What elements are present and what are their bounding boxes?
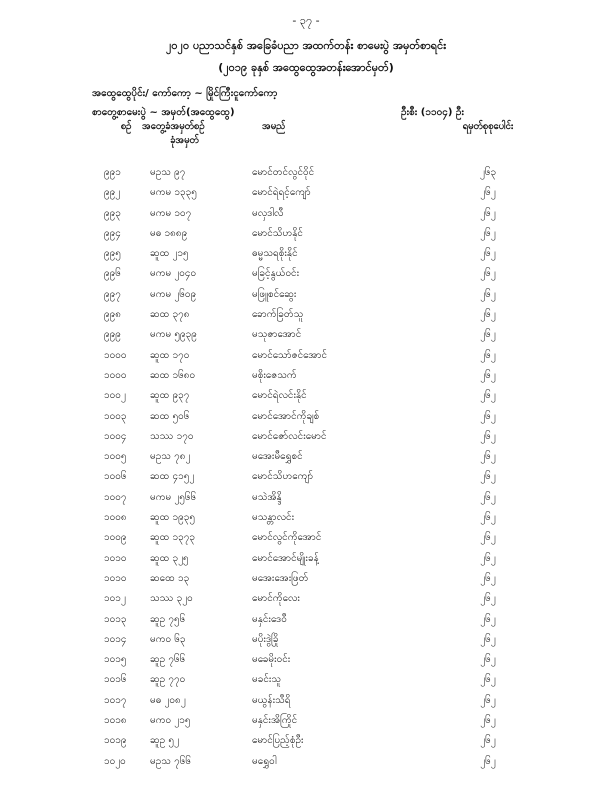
score-value: ၂၆၂ [480, 552, 496, 564]
table-row [0, 345, 612, 365]
row-number: ၁၀၀၀ [104, 349, 127, 361]
student-name: မသန္တာလင်း [252, 512, 295, 524]
row-number: ၉၉၈ [104, 309, 121, 321]
score-value: ၂၆၂ [480, 430, 496, 442]
table-row [0, 568, 612, 588]
roll-number: ဆူဥ ၇၅၆ [150, 613, 186, 625]
student-name: မောင်လွင်ကိုအောင် [252, 532, 322, 544]
table-row [0, 751, 612, 771]
student-name: မခြင့်နွယ်ဝင်း [252, 268, 300, 280]
score-value: ၂၆၂ [480, 674, 496, 686]
score-value: ၂၆၂ [480, 633, 496, 645]
row-number: ၁၀၁၀ [104, 572, 127, 584]
roll-number: ဆထ ၁၆၈၀ [150, 369, 196, 381]
table-row [0, 690, 612, 710]
results-table [0, 162, 612, 771]
roll-number: မကဝ ၂၁၅ [150, 715, 191, 727]
row-number: ၉၉၇ [104, 288, 121, 300]
row-number: ၉၉၂ [104, 187, 121, 199]
table-row [0, 304, 612, 324]
row-number: ၁၀၀၂ [104, 390, 126, 402]
student-name: မသုဇာအောင် [252, 329, 302, 341]
roll-number: မကမ ၂၅၆၆ [150, 491, 197, 503]
score-value: ၂၆၃ [479, 167, 497, 178]
roll-number: မကမ ၅၉၃၉ [150, 329, 197, 341]
table-row [0, 385, 612, 405]
student-name: မောင်ရဲလင်းနိုင် [252, 390, 307, 402]
score-value: ၂၆၂ [480, 593, 496, 605]
student-name: မောင်ကိုလေး [252, 593, 300, 605]
score-value: ၂၆၂ [480, 755, 496, 767]
student-name: မောင်သိဟကျော် [252, 471, 314, 483]
score-value: ၂၆၂ [480, 735, 496, 747]
roll-number: မဓ ၁၈၈၉ [150, 227, 188, 239]
roll-number: ဆထေ ၁၃ [150, 572, 190, 584]
score-value: ၂၆၂ [480, 613, 496, 625]
row-number: ၉၉၁ [104, 167, 121, 178]
candidate-count: ဦးစီး (၁၁၀၄) ဦး [401, 107, 464, 118]
roll-number: ဆူထ ၃၂၅ [150, 552, 189, 564]
score-value: ၂၆၂ [480, 715, 496, 727]
score-value: ၂၆၂ [480, 390, 496, 402]
page-number: - ၃၇ - [292, 14, 320, 27]
score-value: ၂၆၂ [480, 532, 496, 544]
student-name: ခောက်ခြတ်သူ [252, 309, 304, 321]
score-value: ၂၆၂ [480, 187, 496, 199]
row-number: ၉၉၉ [104, 329, 121, 341]
student-name: မသဲအိန္ဒိ [252, 491, 282, 503]
table-row [0, 243, 612, 263]
student-name: မောင်အောင်ကိုချစ် [252, 410, 320, 422]
table-row [0, 507, 612, 527]
header-name: အမည် [262, 121, 286, 132]
roll-number: ဆူထ ၁၃၇၃ [150, 532, 196, 544]
roll-number: ဆူဥ ၇၆၆ [150, 654, 186, 666]
table-row [0, 406, 612, 426]
table-row [0, 527, 612, 547]
score-value: ၂၆၂ [480, 207, 496, 219]
header-roll: အတွေ့ခံအမှတ်စဉ် [142, 121, 205, 132]
table-row [0, 710, 612, 730]
row-number: ၁၀၁၈ [104, 715, 127, 727]
table-row [0, 182, 612, 202]
student-name: မောင်သိဟနိုင် [252, 227, 303, 239]
row-number: ၁၀၀၃ [104, 410, 127, 422]
table-row [0, 446, 612, 466]
row-number: ၁၀၁၄ [104, 633, 127, 645]
table-row [0, 223, 612, 243]
student-name: မခင်းသူ [252, 674, 282, 686]
roll-number: မကမ ၁၃၃၅ [150, 187, 197, 199]
header-score: ရမှတ်စုစုပေါင်း [462, 121, 514, 132]
table-row [0, 263, 612, 283]
row-number: ၁၀၁၅ [104, 654, 127, 666]
student-name: ဓမ္မသရစိုးနိုင် [252, 248, 298, 260]
document-title: ၂၀၂၀ ပညာသင်နှစ် အခြေခံပညာ အထက်တန်း စာမေးပွဲ အမှတ်စာရင်း [165, 39, 447, 52]
row-number: ၉၉၆ [104, 268, 121, 280]
row-number: ၉၉၄ [104, 227, 121, 239]
student-name: မအေးမီရွှေစင် [252, 451, 303, 463]
score-value: ၂၆၂ [480, 349, 496, 361]
table-row [0, 426, 612, 446]
row-number: ၁၀၀၅ [104, 451, 127, 463]
student-name: မခေမိုးဝင်း [252, 654, 291, 666]
student-name: မအေးအေးဖြတ် [252, 572, 309, 584]
table-row [0, 588, 612, 608]
unit-line: စာတွေ့စာမေးပွဲ ~ အမှတ်(အထွေထွေ) [92, 107, 235, 118]
table-row [0, 162, 612, 182]
student-name: မရွှေဝါ [252, 755, 277, 767]
table-row [0, 548, 612, 568]
row-number: ၁၀၁၃ [104, 613, 127, 625]
roll-number: ဆထ ၄၁၅၂ [150, 471, 195, 483]
document-subtitle: (၂၀၁၉ ခုနှစ် အထွေထွေအတန်းအောင်မှတ်) [218, 61, 394, 74]
roll-number: ဆူဥ ၇၇၀ [150, 674, 186, 686]
table-row [0, 629, 612, 649]
row-number: ၁၀၀၆ [104, 471, 127, 483]
score-value: ၂၆၂ [480, 227, 496, 239]
row-number: ၁၀၁၀ [104, 552, 127, 564]
score-value: ၂၆၂ [480, 309, 496, 321]
student-name: မဖြူစင်ဆွေး [252, 288, 297, 300]
table-row [0, 365, 612, 385]
student-name: မောင်ပြည့်စုံဦး [252, 735, 304, 747]
roll-number: ဆူထ ၂၁၅ [150, 248, 189, 260]
roll-number: သဿ ၃၂၀ [150, 593, 193, 605]
header-no: စဉ် [120, 121, 132, 132]
roll-number: ဆူထ ၁၉၃၅ [150, 512, 196, 524]
student-name: မောင်တင်လွင်ဝိုင် [252, 167, 315, 178]
student-name: မလှဒါလီ [252, 207, 284, 219]
row-number: ၁၀၁၉ [104, 735, 127, 747]
student-name: မောင်အောင်မျိုးခန့် [252, 552, 319, 564]
roll-number: မဥသ ၇၈၂ [150, 451, 191, 463]
row-number: ၁၀၁၇ [104, 694, 127, 706]
row-number: ၁၀၀၈ [104, 512, 127, 524]
student-name: မယွန်းသီရိ [252, 694, 291, 706]
student-name: မနှင်းအိကြိုင် [252, 715, 298, 727]
row-number: ၁၀၀၉ [104, 532, 127, 544]
roll-number: သဿ ၁၇၀ [150, 430, 194, 442]
student-name: မစိုးဇေသက် [252, 369, 297, 381]
row-number: ၁၀၀၄ [104, 430, 127, 442]
score-value: ၂၆၂ [480, 248, 496, 260]
roll-number: မဥသ ၉၇ [150, 167, 186, 178]
row-number: ၁၀၁၆ [104, 674, 127, 686]
table-row [0, 487, 612, 507]
row-number: ၁၀၀၀ [104, 369, 127, 381]
roll-number: မဓ ၂၀၈၂ [150, 694, 186, 706]
roll-number: ဆထ ၃၇၈ [150, 309, 190, 321]
table-row [0, 669, 612, 689]
student-name: မပိုးဒွဲခြို [252, 633, 279, 645]
score-value: ၂၆၂ [480, 268, 496, 280]
score-value: ၂၆၂ [480, 471, 496, 483]
row-number: ၁၀၀၇ [104, 491, 127, 503]
table-row [0, 466, 612, 486]
table-row [0, 284, 612, 304]
district-line: အထွေထွေပိုင်း/ ကော်ကော့ ~ မြိုင်ကြီးငူကော်ကော့ [92, 88, 278, 99]
table-row [0, 324, 612, 344]
student-name: မောင်ဇော်လင်းမောင် [252, 430, 327, 442]
score-value: ၂၆၂ [480, 329, 496, 341]
roll-number: မကမ ၂၆၀၉ [150, 288, 197, 300]
row-number: ၁၀၁၂ [104, 593, 126, 605]
row-number: ၉၉၅ [104, 248, 121, 260]
table-row [0, 649, 612, 669]
roll-number: ဆူဥ ၅၂ [150, 735, 179, 747]
table-row [0, 203, 612, 223]
score-value: ၂၆၂ [480, 572, 496, 584]
roll-number: မဥသ ၇၆၆ [150, 755, 191, 767]
score-value: ၂၆၂ [480, 410, 496, 422]
score-value: ၂၆၂ [480, 694, 496, 706]
roll-number: မကမ ၁၀၇ [150, 207, 192, 219]
score-value: ၂၆၂ [480, 654, 496, 666]
score-value: ၂၆၂ [480, 369, 496, 381]
header-roll-sub: ခုံအမှတ် [170, 135, 199, 146]
roll-number: မကဝ ၆၃ [150, 633, 186, 645]
row-number: ၁၀၂၀ [104, 755, 126, 767]
score-value: ၂၆၂ [480, 512, 496, 524]
roll-number: ဆူထ ၁၇၀ [150, 349, 190, 361]
roll-number: ဆထ ၅၀၆ [150, 410, 190, 422]
student-name: မနှင်းဒေဝီ [252, 613, 287, 625]
student-name: မောင်သော်ဇင်အောင် [252, 349, 327, 361]
student-name: မောင်ရဲရင့်ကျော် [252, 187, 311, 199]
row-number: ၉၉၃ [104, 207, 121, 219]
table-row [0, 730, 612, 750]
score-value: ၂၆၂ [480, 451, 496, 463]
roll-number: ဆူထ ၉၃၇ [150, 390, 190, 402]
score-value: ၂၆၂ [480, 288, 496, 300]
table-row [0, 609, 612, 629]
roll-number: မကမ ၂၀၄၀ [150, 268, 197, 280]
score-value: ၂၆၂ [480, 491, 496, 503]
